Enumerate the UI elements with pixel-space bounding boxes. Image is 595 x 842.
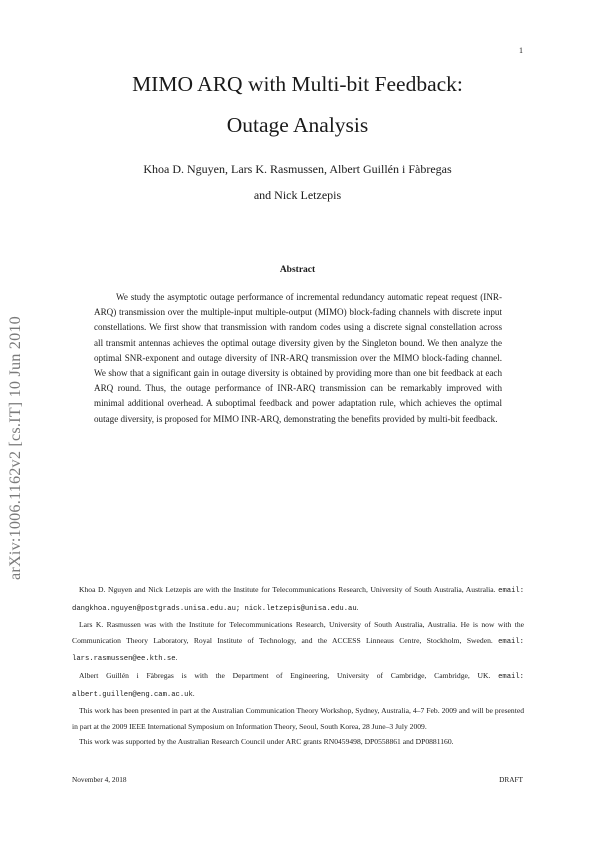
author-line-2: and Nick Letzepis <box>253 188 342 202</box>
footnote-affiliation-3: Albert Guillén i Fàbregas is with the Department of Engineering, University of Cambridge, Cambridge, UK. email: albert.guillen@eng.cam.ac.uk. <box>72 670 524 699</box>
footnote-3-emails: albert.guillen@eng.cam.ac.uk <box>72 690 193 699</box>
author-line-1: Khoa D. Nguyen, Lars K. Rasmussen, Albert Guillén i Fàbregas <box>143 162 452 176</box>
abstract-body: We study the asymptotic outage performance of incremental redundancy automatic repeat request (INR-ARQ) transmission over the multiple-input multiple-output (MIMO) block-fading channels with discrete input constellations. We first show that transmission with random codes using a discrete signal constellation across all transmit antennas achieves the optimal outage diversity given by the Singleton bound. We then analyze the optimal SNR-exponent and outage diversity of INR-ARQ transmission over the MIMO block-fading channel. We show that a significant gain in outage diversity is obtained by providing more than one bit feedback at each ARQ round. Thus, the outage performance of INR-ARQ transmission can be remarkably improved with minimal additional overhead. A suboptimal feedback and power adaptation rule, which achieves the optimal outage diversity, is proposed for MIMO INR-ARQ, demonstrating the benefits provided by multi-bit feedback. <box>94 292 502 424</box>
footnote-3-email-label: email: <box>498 672 524 681</box>
footnote-affiliation-2: Lars K. Rasmussen was with the Institute for Telecommunications Research, University of South Australia, Australia. He is now with the Communication Theory Laboratory, Royal Institute of Technology, and the ACCESS Linneaus Centre, Stockholm, Sweden. email: lars.rasmussen@ee.kth.se. <box>72 620 524 664</box>
page-number: 1 <box>519 46 523 55</box>
footnote-presentation: This work has been presented in part at the Australian Communication Theory Workshop, Sydney, Australia, 4–7 Feb. 2009 and will be presented in part at the 2009 IEEE International Symposium on Information Theory, Seoul, South Korea, 28 June–3 July 2009. <box>72 706 524 731</box>
footnote-1-text: Khoa D. Nguyen and Nick Letzepis are with the Institute for Telecommunications Research, University of South Australia, Australia. <box>79 585 496 594</box>
paper-title-line-2: Outage Analysis <box>226 113 369 137</box>
footer-draft-label: DRAFT <box>499 775 523 784</box>
footnote-1-emails: dangkhoa.nguyen@postgrads.unisa.edu.au; nick.letzepis@unisa.edu.au <box>72 604 357 613</box>
author-list <box>0 156 595 208</box>
footnote-2-text: Lars K. Rasmussen was with the Institute for Telecommunications Research, University of South Australia, Australia. He is now with the Communication Theory Laboratory, Royal Institute of Technology, and the ACCESS Linneaus Centre, Stockholm, Sweden. <box>72 620 524 645</box>
arxiv-identifier: arXiv:1006.1162v2 [cs.IT] 10 Jun 2010 <box>6 316 24 580</box>
footnote-3-text: Albert Guillén i Fàbregas is with the Department of Engineering, University of Cambridge, Cambridge, UK. <box>79 670 491 680</box>
footnote-2-email-label: email: <box>498 637 524 646</box>
footnote-affiliation-1: Khoa D. Nguyen and Nick Letzepis are with the Institute for Telecommunications Research, University of South Australia, Australia. email: dangkhoa.nguyen@postgrads.unisa.edu.au; nick.letzepis@unisa.edu.au. <box>72 585 525 613</box>
paper-title-line-1: MIMO ARQ with Multi-bit Feedback: <box>132 72 463 96</box>
footnote-2-emails: lars.rasmussen@ee.kth.se <box>72 655 176 664</box>
footnote-funding: This work was supported by the Australian Research Council under ARC grants RN0459498, DP0558861 and DP0881160. <box>79 737 454 747</box>
footer-date: November 4, 2018 <box>72 775 127 784</box>
footnotes <box>72 582 524 750</box>
abstract-heading: Abstract <box>279 265 316 275</box>
footnote-1-email-label: email: <box>498 587 525 595</box>
